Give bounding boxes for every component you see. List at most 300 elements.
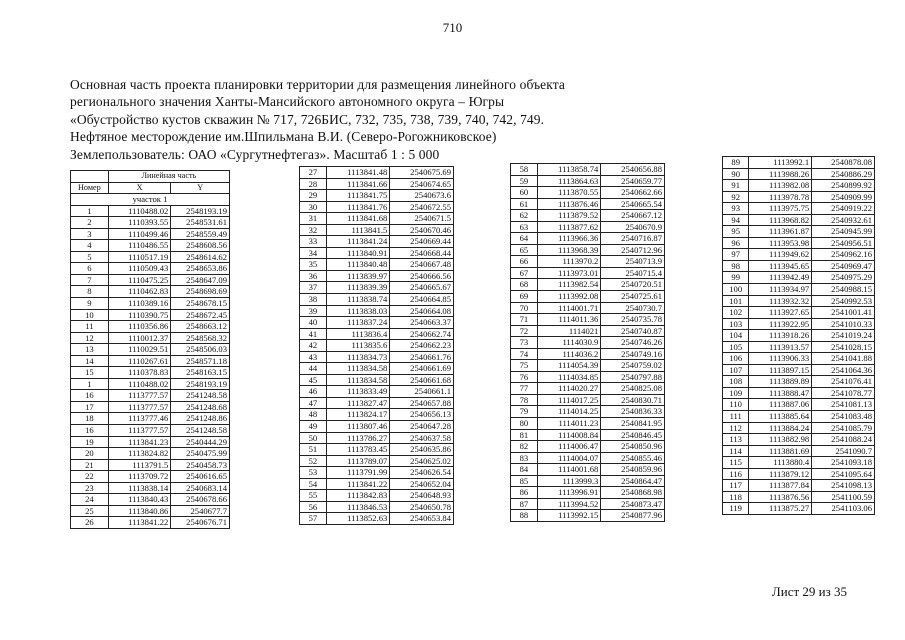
table-row [71, 471, 230, 483]
table-row [511, 498, 665, 510]
header-line: «Обустройство кустов скважин № 717, 726БИС, 732, 735, 738, 739, 740, 742, 749. [70, 111, 545, 127]
point-number: 27 [300, 167, 327, 179]
point-number: 112 [723, 422, 749, 434]
point-number: 94 [723, 214, 749, 226]
x-coordinate: 1110356.86 [108, 321, 171, 333]
x-coordinate: 1113870.55 [537, 187, 601, 199]
point-number: 69 [511, 291, 538, 303]
x-coordinate: 1113783.45 [326, 444, 390, 456]
point-number: 114 [723, 445, 749, 457]
table-row [71, 425, 230, 437]
x-coordinate: 1113942.49 [749, 272, 812, 284]
x-coordinate: 1110012.37 [108, 332, 171, 344]
point-number: 91 [723, 180, 749, 192]
table-row [71, 286, 230, 298]
x-coordinate: 1113913.57 [749, 341, 812, 353]
table-row [511, 175, 665, 187]
y-coordinate: 2540657.88 [390, 397, 454, 409]
y-coordinate: 2540656.88 [601, 164, 665, 176]
table-row [300, 501, 454, 513]
point-number: 18 [71, 413, 109, 425]
point-number: 74 [511, 348, 538, 360]
point-number: 31 [300, 213, 327, 225]
x-coordinate: 1113966.36 [537, 233, 601, 245]
point-number: 75 [511, 360, 538, 372]
y-coordinate: 2540672.55 [390, 201, 454, 213]
table-row [511, 302, 665, 314]
y-coordinate: 2540669.44 [390, 236, 454, 248]
x-coordinate: 1114021 [537, 325, 601, 337]
table-row [300, 190, 454, 202]
table-row [723, 376, 875, 388]
page-number: 710 [442, 20, 463, 35]
x-coordinate: 1113841.66 [326, 178, 390, 190]
y-coordinate: 2548559.49 [171, 228, 230, 240]
x-coordinate: 1113884.24 [749, 422, 812, 434]
x-coordinate: 1113842.83 [326, 490, 390, 502]
y-coordinate: 2548531.61 [171, 217, 230, 229]
y-coordinate: 2540653.84 [390, 513, 454, 525]
x-coordinate: 1113840.48 [326, 259, 390, 271]
table-row [71, 517, 230, 529]
y-coordinate: 2540664.85 [390, 294, 454, 306]
table-row [511, 325, 665, 337]
point-number: 98 [723, 260, 749, 272]
table-row [300, 386, 454, 398]
point-number: 89 [723, 157, 749, 169]
point-number: 46 [300, 386, 327, 398]
x-coordinate: 1113836.4 [326, 328, 390, 340]
table-row [511, 164, 665, 176]
x-coordinate: 1113838.03 [326, 305, 390, 317]
point-number: 68 [511, 279, 538, 291]
coordinates-table-column-3 [510, 163, 665, 522]
x-coordinate: 1113968.39 [537, 244, 601, 256]
x-coordinate: 1113841.5 [326, 224, 390, 236]
point-number: 22 [71, 471, 109, 483]
table-row [300, 467, 454, 479]
y-coordinate: 2540683.14 [171, 482, 230, 494]
x-coordinate: 1113975.75 [749, 203, 812, 215]
table-row [71, 274, 230, 286]
point-number: 39 [300, 305, 327, 317]
table-row [511, 279, 665, 291]
point-number: 92 [723, 191, 749, 203]
x-coordinate: 1113777.46 [108, 413, 171, 425]
y-coordinate: 2540992.53 [812, 295, 875, 307]
table-row [71, 436, 230, 448]
point-number: 82 [511, 441, 538, 453]
x-coordinate: 1113709.72 [108, 471, 171, 483]
table-row [511, 360, 665, 372]
table-row [300, 409, 454, 421]
point-number: 60 [511, 187, 538, 199]
point-number: 73 [511, 337, 538, 349]
point-number: 13 [71, 344, 109, 356]
y-coordinate: 2541085.79 [812, 422, 875, 434]
section-label: участок 1 [71, 194, 230, 206]
y-coordinate: 2540855.46 [601, 452, 665, 464]
y-coordinate: 2540661.69 [390, 363, 454, 375]
point-number: 24 [71, 494, 109, 506]
table-row [723, 353, 875, 365]
point-number: 12 [71, 332, 109, 344]
table-row [71, 355, 230, 367]
table-row [511, 383, 665, 395]
x-coordinate: 1114017.25 [537, 394, 601, 406]
y-coordinate: 2540830.71 [601, 394, 665, 406]
point-number: 72 [511, 325, 538, 337]
x-coordinate: 1113838.74 [326, 294, 390, 306]
table-row [300, 167, 454, 179]
y-coordinate: 2541248.86 [171, 413, 230, 425]
table-row [300, 421, 454, 433]
point-number: 41 [300, 328, 327, 340]
x-coordinate: 1113887.06 [749, 399, 812, 411]
point-number: 37 [300, 282, 327, 294]
point-number: 56 [300, 501, 327, 513]
table-row [723, 468, 875, 480]
x-coordinate: 1110475.25 [108, 274, 171, 286]
y-coordinate: 2540673.6 [390, 190, 454, 202]
y-coordinate: 2540677.7 [171, 505, 230, 517]
point-number: 6 [71, 263, 109, 275]
point-number: 28 [300, 178, 327, 190]
table-row [300, 213, 454, 225]
point-number: 117 [723, 480, 749, 492]
table-corner [71, 171, 109, 183]
point-number: 55 [300, 490, 327, 502]
table-row [723, 480, 875, 492]
point-number: 65 [511, 244, 538, 256]
table-row [71, 228, 230, 240]
point-number: 29 [300, 190, 327, 202]
y-coordinate: 2540675.69 [390, 167, 454, 179]
table-row [723, 295, 875, 307]
x-coordinate: 1113879.52 [537, 210, 601, 222]
x-coordinate: 1113841.23 [108, 436, 171, 448]
point-number: 79 [511, 406, 538, 418]
point-number: 21 [71, 459, 109, 471]
y-coordinate: 2540663.37 [390, 317, 454, 329]
table-title: Линейная часть [108, 171, 229, 183]
table-row [723, 284, 875, 296]
y-coordinate: 2548568.32 [171, 332, 230, 344]
coordinates-table-column-4 [722, 156, 875, 515]
x-coordinate: 1114011.23 [537, 418, 601, 430]
x-coordinate: 1113918.26 [749, 330, 812, 342]
y-coordinate: 2540668.44 [390, 247, 454, 259]
table-row [300, 363, 454, 375]
x-coordinate: 1113846.53 [326, 501, 390, 513]
point-number: 3 [71, 228, 109, 240]
y-coordinate: 2540740.87 [601, 325, 665, 337]
point-number: 53 [300, 467, 327, 479]
point-number: 47 [300, 397, 327, 409]
x-coordinate: 1113840.91 [326, 247, 390, 259]
point-number: 15 [71, 367, 109, 379]
point-number: 40 [300, 317, 327, 329]
y-coordinate: 2540715.4 [601, 267, 665, 279]
x-coordinate: 1114001.68 [537, 464, 601, 476]
table-row [511, 441, 665, 453]
y-coordinate: 2548163.15 [171, 367, 230, 379]
table-row [300, 513, 454, 525]
point-number: 119 [723, 503, 749, 515]
y-coordinate: 2540919.22 [812, 203, 875, 215]
table-row [300, 397, 454, 409]
x-coordinate: 1114008.84 [537, 429, 601, 441]
header-x: X [108, 182, 171, 194]
y-coordinate: 2540458.73 [171, 459, 230, 471]
point-number: 80 [511, 418, 538, 430]
point-number: 23 [71, 482, 109, 494]
table-row [71, 263, 230, 275]
table-row [511, 198, 665, 210]
y-coordinate: 2548506.03 [171, 344, 230, 356]
y-coordinate: 2540749.16 [601, 348, 665, 360]
y-coordinate: 2541090.7 [812, 445, 875, 457]
x-coordinate: 1114001.71 [537, 302, 601, 314]
table-row [511, 464, 665, 476]
x-coordinate: 1113824.17 [326, 409, 390, 421]
table-row [511, 452, 665, 464]
table-row [300, 444, 454, 456]
y-coordinate: 2541103.06 [812, 503, 875, 515]
point-number: 52 [300, 455, 327, 467]
x-coordinate: 1113837.24 [326, 317, 390, 329]
y-coordinate: 2541248.58 [171, 425, 230, 437]
y-coordinate: 2540899.92 [812, 180, 875, 192]
point-number: 95 [723, 226, 749, 238]
x-coordinate: 1113945.65 [749, 260, 812, 272]
y-coordinate: 2540864.47 [601, 475, 665, 487]
y-coordinate: 2540797.88 [601, 371, 665, 383]
header-line: Основная часть проекта планировки территории для размещения линейного объекта [70, 77, 566, 92]
x-coordinate: 1113791.5 [108, 459, 171, 471]
x-coordinate: 1114004.07 [537, 452, 601, 464]
y-coordinate: 2548608.56 [171, 240, 230, 252]
y-coordinate: 2548647.09 [171, 274, 230, 286]
x-coordinate: 1113922.95 [749, 318, 812, 330]
x-coordinate: 1113838.14 [108, 482, 171, 494]
y-coordinate: 2540678.66 [171, 494, 230, 506]
x-coordinate: 1113839.39 [326, 282, 390, 294]
y-coordinate: 2540616.65 [171, 471, 230, 483]
y-coordinate: 2540841.95 [601, 418, 665, 430]
y-coordinate: 2540713.9 [601, 256, 665, 268]
point-number: 26 [71, 517, 109, 529]
x-coordinate: 1113934.97 [749, 284, 812, 296]
point-number: 109 [723, 387, 749, 399]
x-coordinate: 1113973.01 [537, 267, 601, 279]
point-number: 97 [723, 249, 749, 261]
table-row [300, 317, 454, 329]
table-row [723, 237, 875, 249]
table-row [723, 387, 875, 399]
point-number: 81 [511, 429, 538, 441]
table-row [511, 210, 665, 222]
point-number: 96 [723, 237, 749, 249]
point-number: 17 [71, 401, 109, 413]
x-coordinate: 1113880.4 [749, 457, 812, 469]
point-number: 66 [511, 256, 538, 268]
x-coordinate: 1113953.98 [749, 237, 812, 249]
x-coordinate: 1113949.62 [749, 249, 812, 261]
table-row [723, 411, 875, 423]
point-number: 16 [71, 390, 109, 402]
table-row [300, 201, 454, 213]
x-coordinate: 1114054.39 [537, 360, 601, 372]
point-number: 118 [723, 491, 749, 503]
y-coordinate: 2541028.15 [812, 341, 875, 353]
point-number: 78 [511, 394, 538, 406]
y-coordinate: 2540969.47 [812, 260, 875, 272]
table-row [511, 256, 665, 268]
point-number: 67 [511, 267, 538, 279]
x-coordinate: 1113992.08 [537, 291, 601, 303]
point-number: 51 [300, 444, 327, 456]
x-coordinate: 1113876.46 [537, 198, 601, 210]
table-row [723, 260, 875, 272]
y-coordinate: 2541095.64 [812, 468, 875, 480]
x-coordinate: 1113875.27 [749, 503, 812, 515]
y-coordinate: 2541081.13 [812, 399, 875, 411]
x-coordinate: 1113978.78 [749, 191, 812, 203]
point-number: 59 [511, 175, 538, 187]
x-coordinate: 1113835.6 [326, 340, 390, 352]
table-row [511, 337, 665, 349]
x-coordinate: 1113888.47 [749, 387, 812, 399]
table-row [71, 482, 230, 494]
point-number: 1 [71, 378, 109, 390]
table-row [71, 413, 230, 425]
table-row [723, 399, 875, 411]
x-coordinate: 1113841.22 [326, 478, 390, 490]
table-row [723, 168, 875, 180]
point-number: 103 [723, 318, 749, 330]
x-coordinate: 1113777.57 [108, 390, 171, 402]
point-number: 5 [71, 251, 109, 263]
y-coordinate: 2540988.15 [812, 284, 875, 296]
y-coordinate: 2541100.59 [812, 491, 875, 503]
point-number: 87 [511, 498, 538, 510]
table-row [300, 236, 454, 248]
coordinates-table-column-1 [70, 170, 230, 529]
point-number: 110 [723, 399, 749, 411]
point-number: 19 [71, 436, 109, 448]
point-number: 14 [71, 355, 109, 367]
x-coordinate: 1113906.33 [749, 353, 812, 365]
point-number: 32 [300, 224, 327, 236]
point-number: 9 [71, 298, 109, 310]
table-row [723, 272, 875, 284]
x-coordinate: 1110488.02 [108, 378, 171, 390]
point-number: 101 [723, 295, 749, 307]
point-number: 10 [71, 309, 109, 321]
point-number: 35 [300, 259, 327, 271]
y-coordinate: 2548672.45 [171, 309, 230, 321]
x-coordinate: 1113889.89 [749, 376, 812, 388]
point-number: 111 [723, 411, 749, 423]
sheet-number: Лист 29 из 35 [771, 584, 847, 599]
header-line: Нефтяное месторождение им.Шпильмана В.И. (Северо-Рогожниковское) [70, 129, 497, 145]
x-coordinate: 1113841.22 [108, 517, 171, 529]
x-coordinate: 1114020.27 [537, 383, 601, 395]
x-coordinate: 1113824.82 [108, 448, 171, 460]
x-coordinate: 1110393.55 [108, 217, 171, 229]
x-coordinate: 1113932.32 [749, 295, 812, 307]
x-coordinate: 1113852.63 [326, 513, 390, 525]
y-coordinate: 2548193.19 [171, 205, 230, 217]
point-number: 84 [511, 464, 538, 476]
y-coordinate: 2540836.33 [601, 406, 665, 418]
y-coordinate: 2540735.78 [601, 314, 665, 326]
y-coordinate: 2541088.24 [812, 434, 875, 446]
y-coordinate: 2540626.54 [390, 467, 454, 479]
x-coordinate: 1114030.9 [537, 337, 601, 349]
table-row [71, 205, 230, 217]
table-row [723, 214, 875, 226]
x-coordinate: 1113961.87 [749, 226, 812, 238]
y-coordinate: 2540730.7 [601, 302, 665, 314]
y-coordinate: 2540720.51 [601, 279, 665, 291]
y-coordinate: 2540662.74 [390, 328, 454, 340]
table-row [511, 429, 665, 441]
x-coordinate: 1113999.3 [537, 475, 601, 487]
table-row [300, 351, 454, 363]
point-number: 8 [71, 286, 109, 298]
x-coordinate: 1113786.27 [326, 432, 390, 444]
y-coordinate: 2540676.71 [171, 517, 230, 529]
y-coordinate: 2540670.46 [390, 224, 454, 236]
table-row [71, 390, 230, 402]
x-coordinate: 1113996.91 [537, 487, 601, 499]
y-coordinate: 2540670.9 [601, 221, 665, 233]
table-row [723, 203, 875, 215]
x-coordinate: 1110378.83 [108, 367, 171, 379]
y-coordinate: 2540712.96 [601, 244, 665, 256]
y-coordinate: 2540667.12 [601, 210, 665, 222]
point-number: 105 [723, 341, 749, 353]
x-coordinate: 1113992.15 [537, 510, 601, 522]
table-row [511, 371, 665, 383]
x-coordinate: 1113841.75 [326, 190, 390, 202]
x-coordinate: 1113992.1 [749, 157, 812, 169]
point-number: 102 [723, 307, 749, 319]
table-row [723, 307, 875, 319]
table-row [71, 240, 230, 252]
y-coordinate: 2540878.08 [812, 157, 875, 169]
table-row [511, 406, 665, 418]
table-row [723, 249, 875, 261]
point-number: 25 [71, 505, 109, 517]
y-coordinate: 2540635.86 [390, 444, 454, 456]
y-coordinate: 2540909.99 [812, 191, 875, 203]
y-coordinate: 2540956.51 [812, 237, 875, 249]
point-number: 54 [300, 478, 327, 490]
y-coordinate: 2540662.66 [601, 187, 665, 199]
document-header [70, 76, 650, 163]
y-coordinate: 2548663.12 [171, 321, 230, 333]
point-number: 43 [300, 351, 327, 363]
point-number: 93 [723, 203, 749, 215]
point-number: 76 [511, 371, 538, 383]
table-row [71, 448, 230, 460]
y-coordinate: 2540625.02 [390, 455, 454, 467]
x-coordinate: 1110462.83 [108, 286, 171, 298]
point-number: 64 [511, 233, 538, 245]
